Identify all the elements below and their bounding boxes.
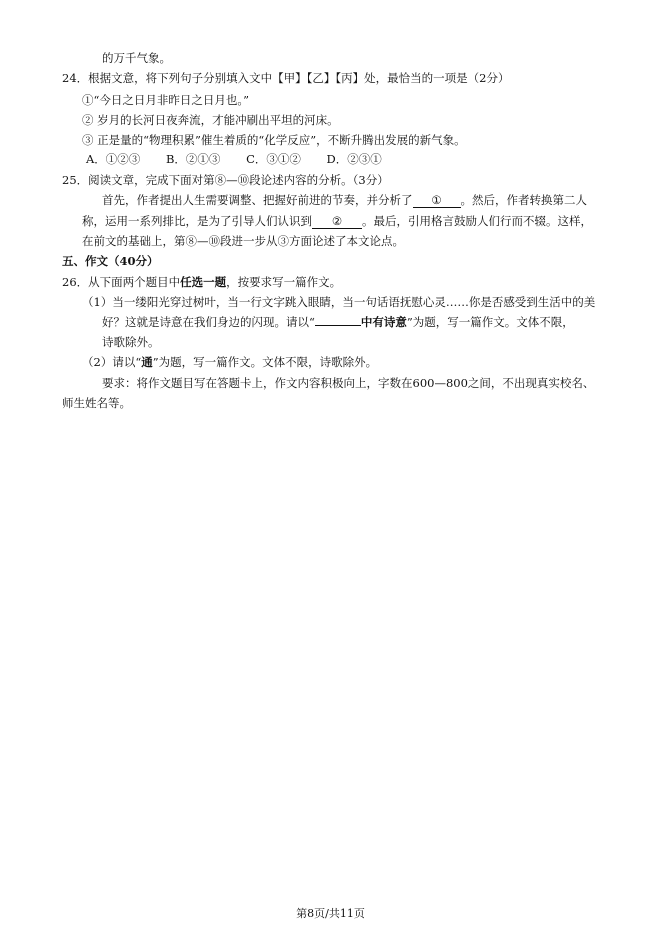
q24-sentence-3: ③ 正是量的“物理积累”催生着质的“化学反应”，不断升腾出发展的新气象。 — [82, 133, 466, 147]
q26-stem-text: ，按要求写一篇作文。 — [226, 275, 342, 289]
q26-text: （2）请以“ — [82, 355, 142, 369]
q26-requirements-line-1: 要求：将作文题目写在答题卡上，作文内容积极向上，字数在600—800之间，不出现真实校名、 — [102, 376, 595, 390]
q25-text: 。然后，作者转换第二人 — [460, 193, 587, 207]
q26-title-emphasis: 中有诗意 — [360, 315, 407, 329]
q25-text: 称，运用一系列排比，是为了引导人们认识到 — [82, 214, 312, 228]
q26-topic2 — [82, 354, 377, 370]
q24-option-a[interactable]: A．①②③ — [86, 152, 141, 166]
q26-topic1-line-1: （1）当一缕阳光穿过树叶，当一行文字跳入眼睛，当一句话语抚慰心灵……你是否感受到生活中的美 — [82, 295, 596, 309]
answer-blank-2[interactable]: ② — [312, 214, 362, 229]
q26-stem-text: 26．从下面两个题目中 — [62, 275, 181, 289]
q26-topic1-line-3: 诗歌除外。 — [102, 335, 160, 349]
q25-para-line-2 — [82, 213, 592, 229]
q24-sentence-1: ①“今日之日月非昨日之日月也。” — [82, 93, 250, 107]
q25-stem: 25．阅读文章，完成下面对第⑧—⑩段论述内容的分析。（3分） — [62, 173, 389, 187]
q24-option-c[interactable]: C．③①② — [246, 152, 301, 166]
q24-stem: 24．根据文意，将下列句子分别填入文中【甲】【乙】【丙】处，最恰当的一项是（2分） — [62, 71, 510, 85]
section-heading: 五、作文（40分） — [62, 254, 159, 268]
q25-para-line-3: 在前文的基础上，第⑧—⑩段进一步从③方面论述了本文论点。 — [82, 234, 404, 248]
q26-stem — [62, 274, 341, 290]
q25-text: 。最后，引用格言鼓励人们行而不辍。这样， — [362, 214, 592, 228]
q25-text: 首先，作者提出人生需要调整、把握好前进的节奏，并分析了 — [102, 193, 413, 207]
q26-emphasis: 任选一题 — [180, 275, 227, 289]
q26-topic1-line-2 — [102, 314, 574, 330]
q24-options — [86, 151, 404, 167]
q26-requirements-line-2: 师生姓名等。 — [62, 396, 131, 410]
q24-option-b[interactable]: B．②①③ — [165, 152, 221, 166]
q26-text: ”为题，写一篇作文。文体不限， — [406, 315, 574, 329]
q24-sentence-2: ② 岁月的长河日夜奔流，才能冲刷出平坦的河床。 — [82, 113, 339, 127]
title-blank[interactable] — [315, 325, 361, 326]
q24-option-d[interactable]: D．②③① — [326, 152, 382, 166]
q25-para-line-1 — [102, 192, 587, 208]
q26-text: ”为题，写一篇作文。文体不限，诗歌除外。 — [152, 355, 378, 369]
q26-topic2-emphasis: 通 — [141, 355, 153, 369]
page-footer: 第8页/共11页 — [296, 907, 365, 920]
q26-text: 好？这就是诗意在我们身边的闪现。请以“ — [102, 315, 315, 329]
answer-blank-1[interactable]: ① — [413, 193, 461, 208]
continued-text: 的万千气象。 — [102, 51, 171, 65]
